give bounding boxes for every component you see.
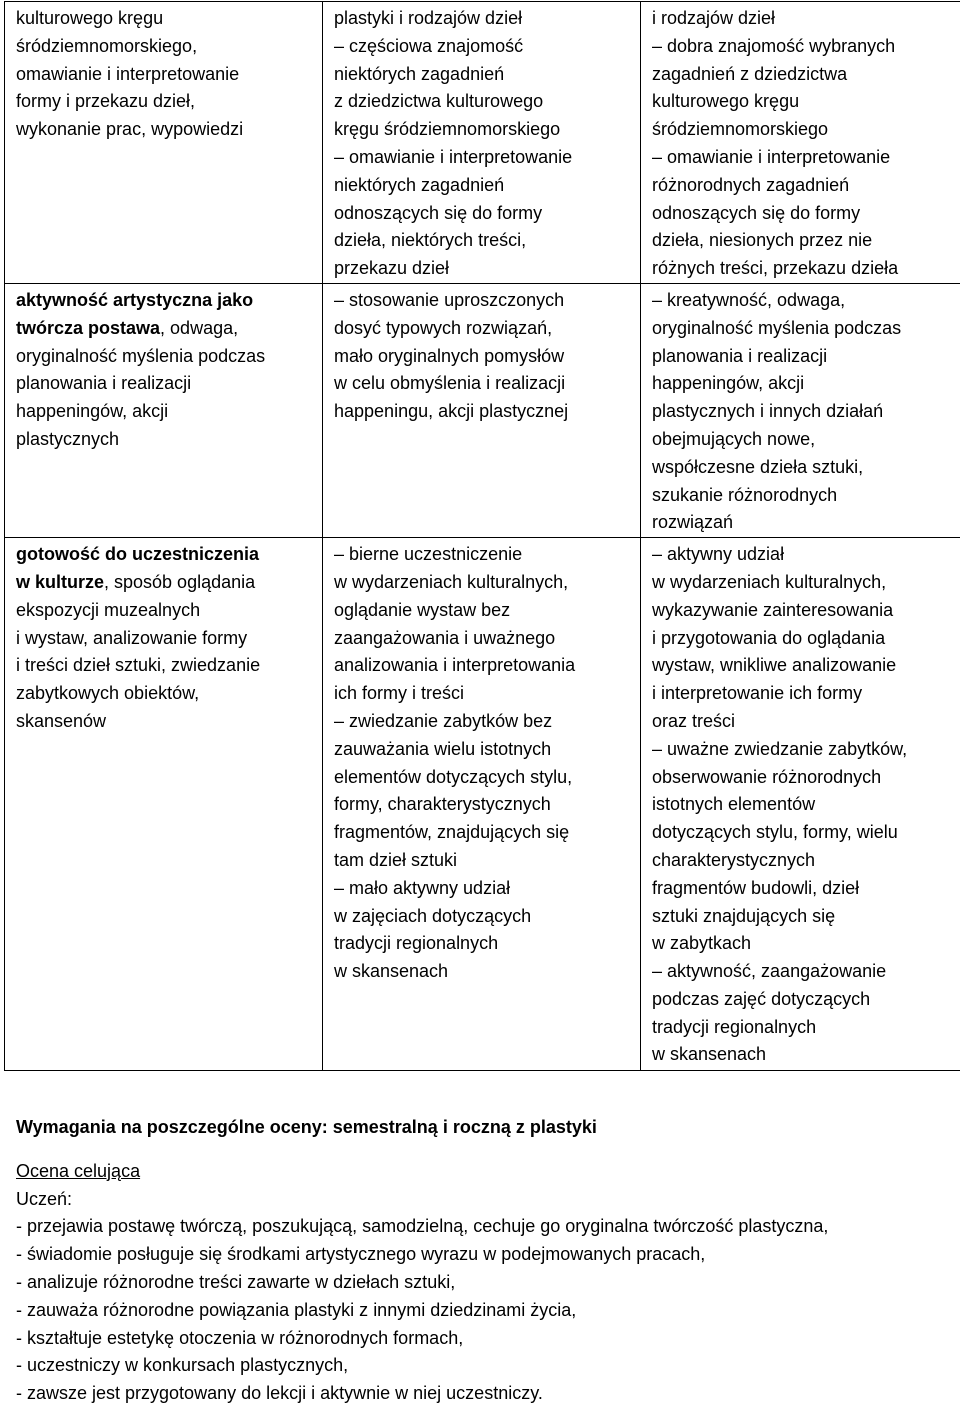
higher-grade-cell [641, 538, 960, 1071]
text-line: ich formy i treści [334, 680, 634, 708]
text-line: i interpretowanie ich formy [652, 680, 960, 708]
text-line: oryginalność myślenia podczas [16, 343, 316, 371]
text-line: z dziedzictwa kulturowego [334, 88, 634, 116]
text-line: plastycznych [16, 426, 316, 454]
higher-grade-cell [641, 283, 960, 537]
text-line: fragmentów, znajdujących się [334, 819, 634, 847]
text-line: zauważania wielu istotnych [334, 736, 634, 764]
text-line [16, 569, 316, 597]
text-line: – uważne zwiedzanie zabytków, [652, 736, 960, 764]
text-line: oryginalność myślenia podczas [652, 315, 960, 343]
criterion-title: gotowość do uczestniczenia [16, 541, 316, 569]
text-line: – mało aktywny udział [334, 875, 634, 903]
requirements-table [4, 1, 960, 1071]
text-line: kulturowego kręgu [16, 5, 316, 33]
text-line: – aktywny udział [652, 541, 960, 569]
lower-grade-cell [323, 538, 641, 1071]
text-line: i rodzajów dzieł [652, 5, 960, 33]
list-item: - świadomie posługuje się środkami artystycznego wyrazu w podejmowanych pracach, [16, 1241, 951, 1269]
text-line: dzieła, niesionych przez nie [652, 227, 960, 255]
text-line: w skansenach [334, 958, 634, 986]
higher-grade-cell [641, 2, 960, 284]
text-line: kręgu śródziemnomorskiego [334, 116, 634, 144]
text-line: – aktywność, zaangażowanie [652, 958, 960, 986]
text-line: dotyczących stylu, formy, wielu [652, 819, 960, 847]
text-line: wystaw, wnikliwe analizowanie [652, 652, 960, 680]
text-line: kulturowego kręgu [652, 88, 960, 116]
text-line: plastyki i rodzajów dzieł [334, 5, 634, 33]
text-line: – dobra znajomość wybranych [652, 33, 960, 61]
text-line: w wydarzeniach kulturalnych, [334, 569, 634, 597]
list-item: - uczestniczy w konkursach plastycznych, [16, 1352, 951, 1380]
text-line: i przygotowania do oglądania [652, 625, 960, 653]
text-line: formy, charakterystycznych [334, 791, 634, 819]
text-fragment: , odwaga, [160, 318, 238, 338]
text-line: w celu obmyślenia i realizacji [334, 370, 634, 398]
student-label: Uczeń: [16, 1186, 951, 1214]
text-line: happeningów, akcji [16, 398, 316, 426]
text-line: zagadnień z dziedzictwa [652, 61, 960, 89]
text-line: – kreatywność, odwaga, [652, 287, 960, 315]
text-line: i wystaw, analizowanie formy [16, 625, 316, 653]
grade-requirements-section [16, 1114, 951, 1408]
text-line: w wydarzeniach kulturalnych, [652, 569, 960, 597]
text-line: planowania i realizacji [652, 343, 960, 371]
criterion-title: twórcza postawa [16, 318, 160, 338]
text-line: charakterystycznych [652, 847, 960, 875]
text-line: dosyć typowych rozwiązań, [334, 315, 634, 343]
table-row [5, 538, 960, 1071]
text-line: – omawianie i interpretowanie [334, 144, 634, 172]
text-line: – częściowa znajomość [334, 33, 634, 61]
text-line: obserwowanie różnorodnych [652, 764, 960, 792]
text-line: – omawianie i interpretowanie [652, 144, 960, 172]
text-line: tam dzieł sztuki [334, 847, 634, 875]
text-line: współczesne dzieła sztuki, [652, 454, 960, 482]
text-line: obejmujących nowe, [652, 426, 960, 454]
text-line: różnorodnych zagadnień [652, 172, 960, 200]
criteria-cell [5, 283, 323, 537]
text-line: happeningu, akcji plastycznej [334, 398, 634, 426]
table-row [5, 283, 960, 537]
text-line: elementów dotyczących stylu, [334, 764, 634, 792]
text-line: – zwiedzanie zabytków bez [334, 708, 634, 736]
text-line: zaangażowania i uważnego [334, 625, 634, 653]
text-line: dzieła, niektórych treści, [334, 227, 634, 255]
grade-label: Ocena celująca [16, 1161, 140, 1181]
table-row [5, 2, 960, 284]
text-line: planowania i realizacji [16, 370, 316, 398]
list-item: - zauważa różnorodne powiązania plastyki z innymi dziedzinami życia, [16, 1297, 951, 1325]
criteria-cell [5, 538, 323, 1071]
criteria-cell [5, 2, 323, 284]
text-line: tradycji regionalnych [652, 1014, 960, 1042]
text-line: happeningów, akcji [652, 370, 960, 398]
text-line: zabytkowych obiektów, [16, 680, 316, 708]
text-line: w skansenach [652, 1041, 960, 1069]
spacer [16, 1142, 951, 1158]
text-line: śródziemnomorskiego [652, 116, 960, 144]
text-line: niektórych zagadnień [334, 61, 634, 89]
text-line: przekazu dzieł [334, 255, 634, 283]
text-line: odnoszących się do formy [334, 200, 634, 228]
text-line: i treści dzieł sztuki, zwiedzanie [16, 652, 316, 680]
text-line: odnoszących się do formy [652, 200, 960, 228]
text-line: formy i przekazu dzieł, [16, 88, 316, 116]
text-line: – bierne uczestniczenie [334, 541, 634, 569]
text-line: mało oryginalnych pomysłów [334, 343, 634, 371]
text-line: tradycji regionalnych [334, 930, 634, 958]
text-line: analizowania i interpretowania [334, 652, 634, 680]
text-line: skansenów [16, 708, 316, 736]
text-fragment: , sposób oglądania [104, 572, 255, 592]
text-line: w zabytkach [652, 930, 960, 958]
text-line: omawianie i interpretowanie [16, 61, 316, 89]
text-line: śródziemnomorskiego, [16, 33, 316, 61]
criterion-title: aktywność artystyczna jako [16, 287, 316, 315]
text-line: oglądanie wystaw bez [334, 597, 634, 625]
text-line: niektórych zagadnień [334, 172, 634, 200]
list-item: - zawsze jest przygotowany do lekcji i aktywnie w niej uczestniczy. [16, 1380, 951, 1408]
text-line: plastycznych i innych działań [652, 398, 960, 426]
grade-title [16, 1158, 951, 1186]
text-line: fragmentów budowli, dzieł [652, 875, 960, 903]
text-line: w zajęciach dotyczących [334, 903, 634, 931]
text-line: istotnych elementów [652, 791, 960, 819]
text-line: – stosowanie uproszczonych [334, 287, 634, 315]
list-item: - analizuje różnorodne treści zawarte w dziełach sztuki, [16, 1269, 951, 1297]
list-item: - kształtuje estetykę otoczenia w różnorodnych formach, [16, 1325, 951, 1353]
criterion-title: w kulturze [16, 572, 104, 592]
text-line: sztuki znajdujących się [652, 903, 960, 931]
text-line [16, 315, 316, 343]
list-item: - przejawia postawę twórczą, poszukującą, samodzielną, cechuje go oryginalna twórczość plastyczna, [16, 1213, 951, 1241]
section-heading: Wymagania na poszczególne oceny: semestralną i roczną z plastyki [16, 1114, 951, 1142]
text-line: szukanie różnorodnych [652, 482, 960, 510]
lower-grade-cell [323, 2, 641, 284]
text-line: różnych treści, przekazu dzieła [652, 255, 960, 283]
text-line: ekspozycji muzealnych [16, 597, 316, 625]
text-line: wykonanie prac, wypowiedzi [16, 116, 316, 144]
text-line: rozwiązań [652, 509, 960, 537]
text-line: podczas zajęć dotyczących [652, 986, 960, 1014]
lower-grade-cell [323, 283, 641, 537]
text-line: oraz treści [652, 708, 960, 736]
text-line: wykazywanie zainteresowania [652, 597, 960, 625]
